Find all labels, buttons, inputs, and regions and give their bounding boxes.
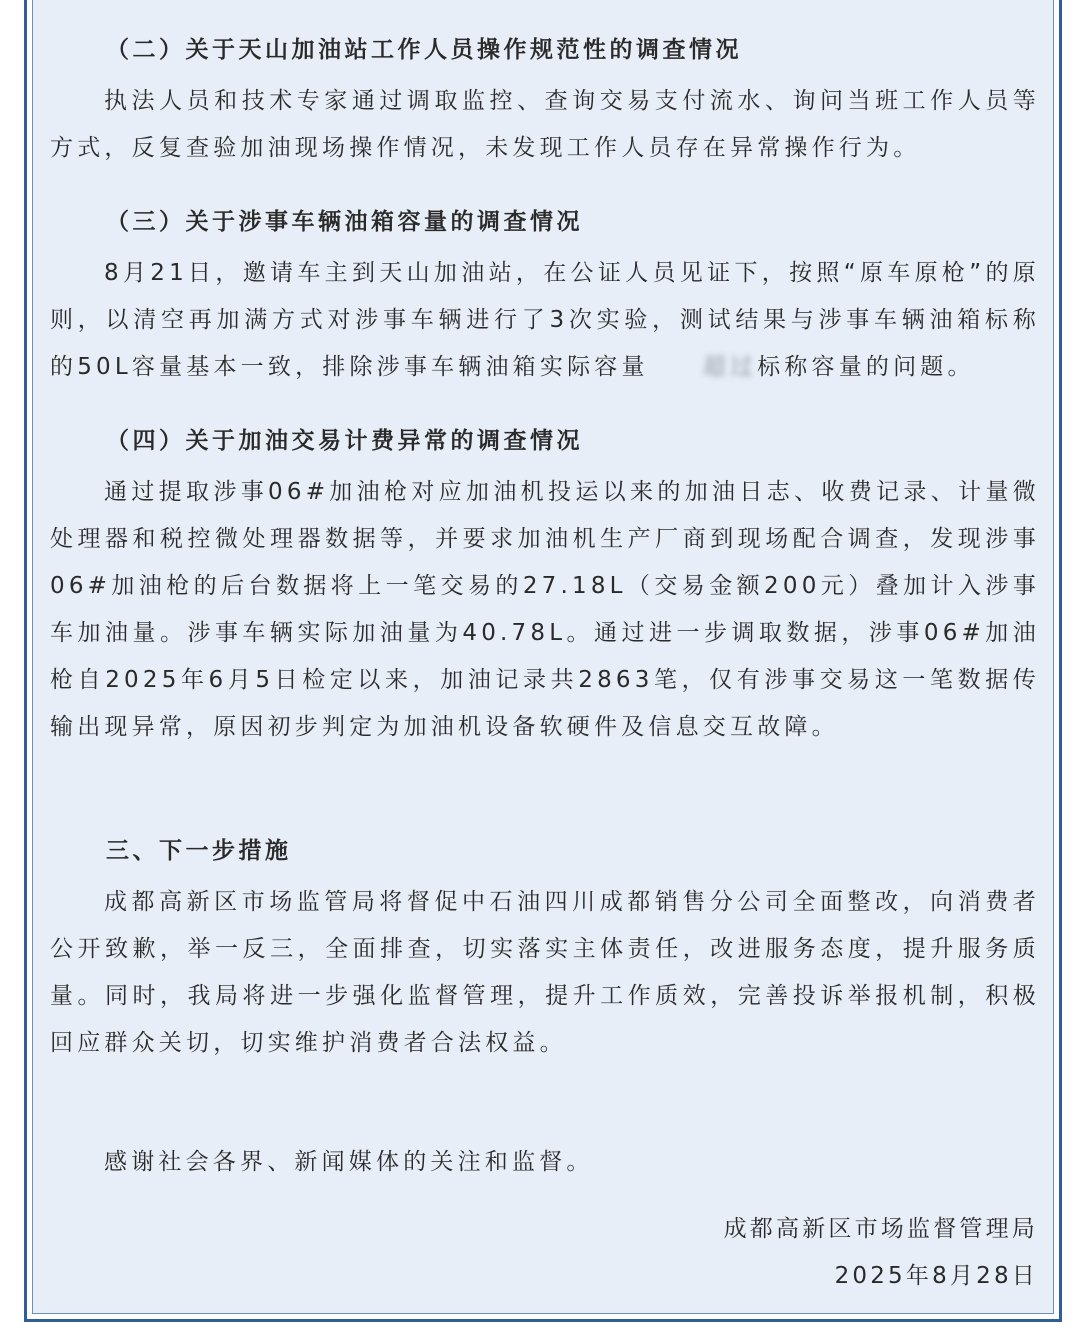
section-paragraph-billing-anomaly: 通过提取涉事06#加油枪对应加油机投运以来的加油日志、收费记录、计量微处理器和税控微处理器数据等，并要求加油机生产厂商到现场配合调查，发现涉事06#加油枪的后台数据将上一笔交易的27.18L（交易金额200元）叠加计入涉事车加油量。涉事车辆实际加油量为40.78L。通过进一步调取数据，涉事06#加油枪自2025年6月5日检定以来，加油记录共2863笔，仅有涉事交易这一笔数据传输出现异常，原因初步判定为加油机设备软硬件及信息交互故障。 (50, 479, 1040, 740)
section-heading-next-steps: 三、下一步措施 (106, 838, 292, 864)
section-heading-operation-standard: （二）关于天山加油站工作人员操作规范性的调查情况 (106, 37, 742, 63)
spacer (50, 1067, 1040, 1139)
signature-organization: 成都高新区市场监督管理局 (723, 1216, 1038, 1242)
document-body (50, 22, 1040, 1186)
section-paragraph-operation-standard: 执法人员和技术专家通过调取监控、查询交易支付流水、询问当班工作人员等方式，反复查验加油现场操作情况，未发现工作人员存在异常操作行为。 (50, 88, 1040, 161)
spacer (50, 391, 1040, 413)
section-heading-billing-anomaly: （四）关于加油交易计费异常的调查情况 (106, 428, 583, 454)
section-paragraph-tank-capacity (50, 250, 1040, 391)
section-paragraph-next-steps: 成都高新区市场监管局将督促中石油四川成都销售分公司全面整改，向消费者公开致歉，举一反三，全面排查，切实落实主体责任，改进服务态度，提升服务质量。同时，我局将进一步强化监督管理，提升工作质效，完善投诉举报机制，积极回应群众关切，切实维护消费者合法权益。 (50, 889, 1040, 1056)
paragraph-text: 8月21日，邀请车主到天山加油站，在公证人员见证下，按照“原车原枪”的原则，以清空再加满方式对涉事车辆进行了3次实验，测试结果与涉事车辆油箱标称的50L容量基本一致，排除涉事车辆油箱实际容量 (50, 260, 1040, 380)
blurred-text: 超过 (702, 354, 758, 380)
signature-date: 2025年8月28日 (834, 1263, 1038, 1289)
spacer (50, 751, 1040, 823)
section-heading-tank-capacity: （三）关于涉事车辆油箱容量的调查情况 (106, 209, 583, 235)
paragraph-text-end: 标称容量的问题。 (757, 354, 975, 380)
spacer (50, 172, 1040, 194)
closing-statement: 感谢社会各界、新闻媒体的关注和监督。 (104, 1149, 594, 1175)
signature-block (724, 1206, 1038, 1300)
